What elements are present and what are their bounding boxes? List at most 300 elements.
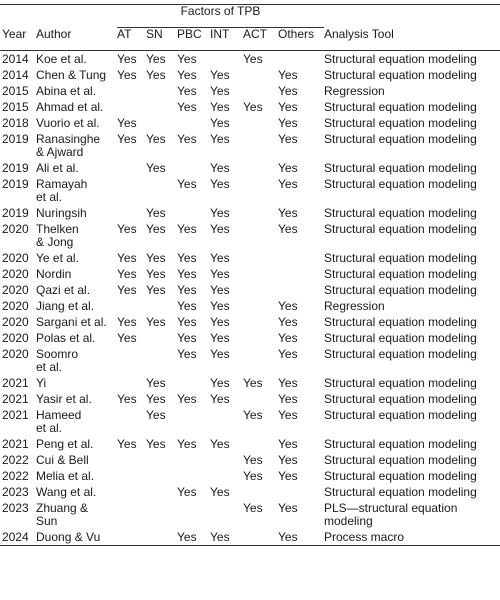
- analysis-tool-cell: [324, 250, 500, 266]
- year-cell: 2020: [2, 315, 29, 329]
- year-cell: 2014: [2, 52, 29, 66]
- table-row: [0, 298, 500, 314]
- author-line: et al.: [36, 190, 63, 204]
- table-row: [0, 205, 500, 221]
- author-cell: [36, 131, 117, 160]
- year-cell: 2020: [2, 347, 29, 361]
- author-line: Peng et al.: [36, 437, 94, 451]
- at-cell: Yes: [117, 68, 137, 82]
- analysis-tool-line: Structural equation modeling: [324, 453, 477, 467]
- author-line: Ranasinghe: [36, 132, 101, 146]
- author-line: Polas et al.: [36, 331, 96, 345]
- others-cell: Yes: [278, 132, 298, 146]
- table-row: [0, 452, 500, 468]
- table-row: [0, 375, 500, 391]
- table-row: [0, 176, 500, 205]
- others-cell: Yes: [278, 116, 298, 130]
- others-cell: Yes: [278, 315, 298, 329]
- act-cell: [243, 176, 278, 205]
- sn-cell: Yes: [146, 437, 166, 451]
- author-cell: [36, 115, 117, 131]
- int-cell: Yes: [210, 206, 230, 220]
- at-cell: [117, 205, 146, 221]
- table-row: [0, 266, 500, 282]
- int-cell: Yes: [210, 283, 230, 297]
- author-cell: [36, 266, 117, 282]
- sn-cell: Yes: [146, 267, 166, 281]
- table-row: [0, 250, 500, 266]
- table-row: [0, 330, 500, 346]
- analysis-tool-line: Structural equation modeling: [324, 68, 477, 82]
- author-cell: [36, 160, 117, 176]
- table-row: [0, 436, 500, 452]
- analysis-tool-cell: [324, 484, 500, 500]
- at-cell: [117, 160, 146, 176]
- year-cell: 2018: [2, 116, 29, 130]
- act-cell: [243, 266, 278, 282]
- author-line: Abina et al.: [36, 84, 97, 98]
- author-cell: [36, 51, 117, 68]
- column-header-row: [0, 28, 500, 51]
- pbc-cell: Yes: [177, 132, 197, 146]
- at-cell: [117, 484, 146, 500]
- at-cell: Yes: [117, 437, 137, 451]
- pbc-cell: Yes: [177, 52, 197, 66]
- at-cell: Yes: [117, 52, 137, 66]
- analysis-tool-line: Structural equation modeling: [324, 347, 477, 361]
- pbc-cell: Yes: [177, 100, 197, 114]
- act-cell: [243, 131, 278, 160]
- int-cell: [210, 452, 243, 468]
- analysis-tool-line: Structural equation modeling: [324, 100, 477, 114]
- author-line: Yasir et al.: [36, 392, 92, 406]
- others-cell: Yes: [278, 222, 298, 236]
- others-cell: [278, 250, 324, 266]
- analysis-tool-line: Structural equation modeling: [324, 177, 477, 191]
- at-cell: Yes: [117, 222, 137, 236]
- analysis-tool-line: Structural equation modeling: [324, 52, 477, 66]
- table-row: [0, 484, 500, 500]
- sn-cell: Yes: [146, 132, 166, 146]
- year-cell: 2020: [2, 222, 29, 236]
- analysis-tool-cell: [324, 298, 500, 314]
- others-cell: Yes: [278, 376, 298, 390]
- pbc-cell: [177, 375, 210, 391]
- analysis-tool-line: Structural equation modeling: [324, 437, 477, 451]
- author-cell: [36, 346, 117, 375]
- act-cell: [243, 250, 278, 266]
- analysis-tool-cell: [324, 51, 500, 68]
- analysis-tool-line: Process macro: [324, 530, 405, 544]
- table-row: [0, 99, 500, 115]
- others-cell: [278, 51, 324, 68]
- int-cell: Yes: [210, 485, 230, 499]
- analysis-tool-line: Structural equation modeling: [324, 485, 477, 499]
- year-cell: 2021: [2, 392, 29, 406]
- analysis-tool-line: Structural equation modeling: [324, 116, 477, 130]
- pbc-cell: Yes: [177, 437, 197, 451]
- author-line: Ahmad et al.: [36, 100, 104, 114]
- others-cell: Yes: [278, 501, 298, 515]
- author-line: Yi: [36, 376, 47, 390]
- others-cell: Yes: [278, 469, 298, 483]
- pbc-cell: Yes: [177, 68, 197, 82]
- analysis-tool-cell: [324, 282, 500, 298]
- act-cell: [243, 282, 278, 298]
- at-cell: [117, 529, 146, 546]
- sn-cell: [146, 452, 177, 468]
- pbc-cell: Yes: [177, 222, 197, 236]
- author-cell: [36, 330, 117, 346]
- act-cell: [243, 314, 278, 330]
- at-cell: Yes: [117, 331, 137, 345]
- table-row: [0, 221, 500, 250]
- int-cell: Yes: [210, 177, 230, 191]
- sn-cell: [146, 500, 177, 529]
- others-cell: Yes: [278, 68, 298, 82]
- column-header: ACT: [243, 27, 267, 41]
- sn-cell: Yes: [146, 206, 166, 220]
- int-cell: [210, 51, 243, 68]
- sn-cell: Yes: [146, 408, 166, 422]
- table-row: [0, 131, 500, 160]
- author-cell: [36, 436, 117, 452]
- author-cell: [36, 83, 117, 99]
- author-line: Qazi et al.: [36, 283, 91, 297]
- analysis-tool-cell: [324, 375, 500, 391]
- year-cell: 2022: [2, 469, 29, 483]
- act-cell: Yes: [243, 453, 263, 467]
- pbc-cell: Yes: [177, 84, 197, 98]
- analysis-tool-line: modeling: [324, 514, 373, 528]
- author-line: Sun: [36, 514, 58, 528]
- analysis-tool-line: Structural equation modeling: [324, 222, 477, 236]
- int-cell: Yes: [210, 251, 230, 265]
- at-cell: Yes: [117, 251, 137, 265]
- act-cell: [243, 67, 278, 83]
- analysis-tool-cell: [324, 205, 500, 221]
- int-cell: Yes: [210, 347, 230, 361]
- analysis-tool-cell: [324, 330, 500, 346]
- analysis-tool-line: Structural equation modeling: [324, 267, 477, 281]
- sn-cell: [146, 176, 177, 205]
- at-cell: Yes: [117, 132, 137, 146]
- author-cell: [36, 282, 117, 298]
- pbc-cell: Yes: [177, 299, 197, 313]
- author-line: Koe et al.: [36, 52, 87, 66]
- table-row: [0, 115, 500, 131]
- at-cell: [117, 298, 146, 314]
- author-line: Zhuang &: [36, 501, 89, 515]
- table-row: [0, 346, 500, 375]
- author-cell: [36, 176, 117, 205]
- table-row: [0, 282, 500, 298]
- sn-cell: [146, 468, 177, 484]
- act-cell: [243, 115, 278, 131]
- act-cell: Yes: [243, 469, 263, 483]
- year-cell: 2019: [2, 161, 29, 175]
- act-cell: Yes: [243, 376, 263, 390]
- others-cell: Yes: [278, 453, 298, 467]
- act-cell: [243, 298, 278, 314]
- table-row: [0, 51, 500, 68]
- author-line: Nuringsih: [36, 206, 87, 220]
- factors-of-tpb-header: Factors of TPB: [117, 5, 324, 28]
- act-cell: [243, 436, 278, 452]
- author-line: Ali et al.: [36, 161, 79, 175]
- others-cell: [278, 282, 324, 298]
- analysis-tool-cell: [324, 529, 500, 546]
- author-cell: [36, 484, 117, 500]
- others-cell: Yes: [278, 437, 298, 451]
- analysis-tool-line: Structural equation modeling: [324, 283, 477, 297]
- year-cell: 2023: [2, 485, 29, 499]
- act-cell: Yes: [243, 501, 263, 515]
- sn-cell: [146, 99, 177, 115]
- analysis-tool-cell: [324, 99, 500, 115]
- at-cell: Yes: [117, 116, 137, 130]
- at-cell: [117, 468, 146, 484]
- act-cell: [243, 221, 278, 250]
- analysis-tool-cell: [324, 407, 500, 436]
- author-line: & Ajward: [36, 145, 84, 159]
- others-cell: Yes: [278, 299, 298, 313]
- pbc-cell: [177, 468, 210, 484]
- int-cell: Yes: [210, 437, 230, 451]
- int-cell: Yes: [210, 222, 230, 236]
- pbc-cell: [177, 452, 210, 468]
- sn-cell: Yes: [146, 161, 166, 175]
- analysis-tool-cell: [324, 221, 500, 250]
- author-line: Nordin: [36, 267, 72, 281]
- tpb-studies-table: [0, 4, 500, 546]
- author-cell: [36, 67, 117, 83]
- sn-cell: [146, 346, 177, 375]
- author-line: Cui & Bell: [36, 453, 89, 467]
- analysis-tool-line: Structural equation modeling: [324, 408, 477, 422]
- others-cell: Yes: [278, 347, 298, 361]
- int-cell: [210, 468, 243, 484]
- table-row: [0, 529, 500, 546]
- year-cell: 2020: [2, 299, 29, 313]
- pbc-cell: Yes: [177, 347, 197, 361]
- pbc-cell: Yes: [177, 251, 197, 265]
- pbc-cell: Yes: [177, 315, 197, 329]
- act-cell: [243, 484, 278, 500]
- author-cell: [36, 391, 117, 407]
- pbc-cell: [177, 407, 210, 436]
- column-header: Others: [278, 27, 315, 41]
- author-cell: [36, 221, 117, 250]
- pbc-cell: Yes: [177, 485, 197, 499]
- author-line: et al.: [36, 421, 63, 435]
- others-cell: [278, 266, 324, 282]
- column-header: Analysis Tool: [324, 26, 394, 41]
- sn-cell: Yes: [146, 52, 166, 66]
- sn-cell: Yes: [146, 222, 166, 236]
- sn-cell: [146, 298, 177, 314]
- analysis-tool-cell: [324, 391, 500, 407]
- analysis-tool-cell: [324, 176, 500, 205]
- int-cell: Yes: [210, 161, 230, 175]
- year-cell: 2020: [2, 251, 29, 265]
- analysis-tool-line: PLS—structural equation: [324, 501, 458, 515]
- analysis-tool-cell: [324, 436, 500, 452]
- others-cell: Yes: [278, 177, 298, 191]
- at-cell: [117, 346, 146, 375]
- analysis-tool-line: Structural equation modeling: [324, 392, 477, 406]
- analysis-tool-line: Structural equation modeling: [324, 132, 477, 146]
- int-cell: Yes: [210, 392, 230, 406]
- int-cell: Yes: [210, 315, 230, 329]
- int-cell: Yes: [210, 100, 230, 114]
- act-cell: Yes: [243, 100, 263, 114]
- act-cell: [243, 330, 278, 346]
- analysis-tool-line: Structural equation modeling: [324, 376, 477, 390]
- author-line: Vuorio et al.: [36, 116, 100, 130]
- others-cell: Yes: [278, 84, 298, 98]
- sn-cell: Yes: [146, 392, 166, 406]
- author-cell: [36, 314, 117, 330]
- table-row: [0, 407, 500, 436]
- int-cell: [210, 500, 243, 529]
- author-cell: [36, 529, 117, 546]
- analysis-tool-line: Regression: [324, 84, 385, 98]
- act-cell: [243, 346, 278, 375]
- analysis-tool-cell: [324, 83, 500, 99]
- table-row: [0, 500, 500, 529]
- column-header: Year: [2, 26, 27, 41]
- analysis-tool-line: Structural equation modeling: [324, 469, 477, 483]
- year-cell: 2022: [2, 453, 29, 467]
- others-cell: Yes: [278, 331, 298, 345]
- column-header: SN: [146, 27, 163, 41]
- pbc-cell: Yes: [177, 530, 197, 544]
- group-header-row: [0, 5, 500, 28]
- author-line: Hameed: [36, 408, 82, 422]
- year-cell: 2015: [2, 84, 29, 98]
- column-header: Author: [36, 26, 72, 41]
- analysis-tool-line: Structural equation modeling: [324, 251, 477, 265]
- year-cell: 2024: [2, 530, 29, 544]
- sn-cell: [146, 83, 177, 99]
- year-cell: 2014: [2, 68, 29, 82]
- at-cell: Yes: [117, 315, 137, 329]
- sn-cell: Yes: [146, 376, 166, 390]
- act-cell: [243, 529, 278, 546]
- int-cell: Yes: [210, 132, 230, 146]
- author-line: et al.: [36, 360, 63, 374]
- int-cell: Yes: [210, 331, 230, 345]
- sn-cell: [146, 115, 177, 131]
- author-line: & Jong: [36, 235, 74, 249]
- others-cell: Yes: [278, 408, 298, 422]
- act-cell: Yes: [243, 408, 263, 422]
- year-cell: 2020: [2, 283, 29, 297]
- author-line: Soomro: [36, 347, 79, 361]
- table-row: [0, 67, 500, 83]
- author-cell: [36, 375, 117, 391]
- int-cell: Yes: [210, 267, 230, 281]
- int-cell: Yes: [210, 530, 230, 544]
- author-cell: [36, 99, 117, 115]
- sn-cell: [146, 484, 177, 500]
- column-header: INT: [210, 27, 230, 41]
- act-cell: [243, 160, 278, 176]
- author-line: Chen & Tung: [36, 68, 107, 82]
- analysis-tool-cell: [324, 67, 500, 83]
- int-cell: Yes: [210, 116, 230, 130]
- table-row: [0, 391, 500, 407]
- pbc-cell: Yes: [177, 331, 197, 345]
- year-cell: 2020: [2, 267, 29, 281]
- others-cell: Yes: [278, 206, 298, 220]
- analysis-tool-line: Structural equation modeling: [324, 331, 477, 345]
- at-cell: Yes: [117, 267, 137, 281]
- sn-cell: Yes: [146, 283, 166, 297]
- year-cell: 2021: [2, 437, 29, 451]
- analysis-tool-cell: [324, 500, 500, 529]
- others-cell: [278, 484, 324, 500]
- analysis-tool-cell: [324, 266, 500, 282]
- author-line: Thelken: [36, 222, 79, 236]
- pbc-cell: Yes: [177, 392, 197, 406]
- at-cell: Yes: [117, 392, 137, 406]
- at-cell: [117, 452, 146, 468]
- column-header: AT: [117, 27, 132, 41]
- others-cell: Yes: [278, 161, 298, 175]
- at-cell: Yes: [117, 283, 137, 297]
- act-cell: Yes: [243, 52, 263, 66]
- analysis-tool-line: Regression: [324, 299, 385, 313]
- pbc-cell: [177, 115, 210, 131]
- author-line: Duong & Vu: [36, 530, 101, 544]
- act-cell: [243, 205, 278, 221]
- int-cell: Yes: [210, 299, 230, 313]
- others-cell: Yes: [278, 392, 298, 406]
- table-row: [0, 314, 500, 330]
- author-cell: [36, 452, 117, 468]
- year-cell: 2015: [2, 100, 29, 114]
- others-cell: Yes: [278, 100, 298, 114]
- author-cell: [36, 205, 117, 221]
- year-cell: 2019: [2, 132, 29, 146]
- year-cell: 2020: [2, 331, 29, 345]
- author-line: Ramayah: [36, 177, 88, 191]
- year-cell: 2021: [2, 408, 29, 422]
- sn-cell: Yes: [146, 251, 166, 265]
- analysis-tool-line: Structural equation modeling: [324, 206, 477, 220]
- author-cell: [36, 250, 117, 266]
- year-cell: 2019: [2, 177, 29, 191]
- analysis-tool-cell: [324, 452, 500, 468]
- year-cell: 2021: [2, 376, 29, 390]
- author-line: Sargani et al.: [36, 315, 107, 329]
- at-cell: [117, 83, 146, 99]
- at-cell: [117, 99, 146, 115]
- others-cell: Yes: [278, 530, 298, 544]
- sn-cell: Yes: [146, 68, 166, 82]
- table-row: [0, 83, 500, 99]
- analysis-tool-cell: [324, 115, 500, 131]
- analysis-tool-cell: [324, 131, 500, 160]
- pbc-cell: [177, 160, 210, 176]
- year-cell: 2019: [2, 206, 29, 220]
- int-cell: Yes: [210, 84, 230, 98]
- sn-cell: [146, 330, 177, 346]
- pbc-cell: Yes: [177, 177, 197, 191]
- analysis-tool-cell: [324, 314, 500, 330]
